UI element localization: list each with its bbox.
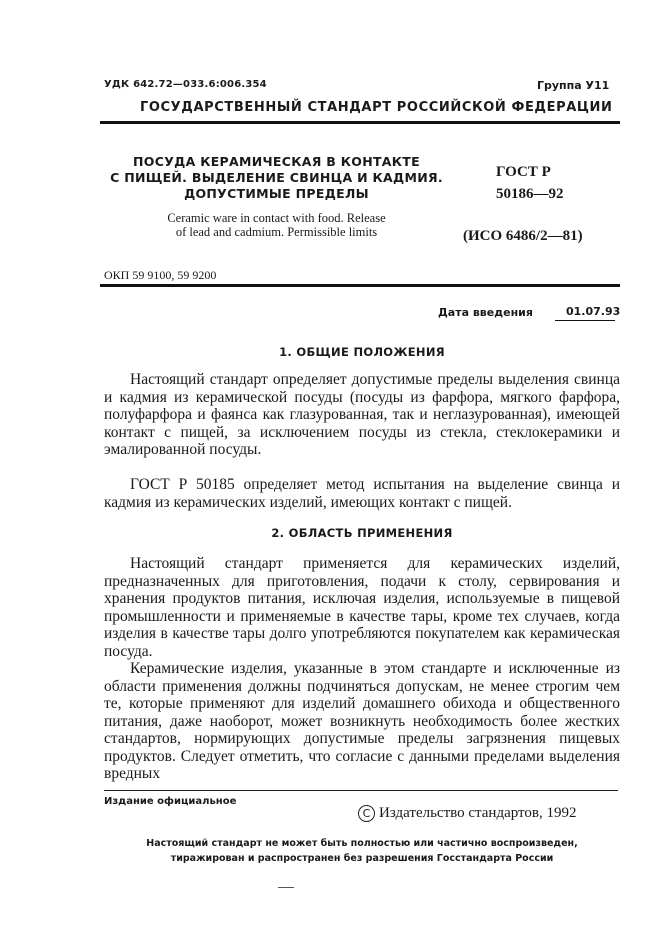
gost-designation xyxy=(496,161,564,205)
page-mark xyxy=(278,887,294,888)
standard-title-en xyxy=(104,211,449,239)
title-en-line-2: of lead and cadmium. Permissible limits xyxy=(175,225,378,239)
paragraph-text: Настоящий стандарт применяется для керамических изделий, предназначенных для приготовления, подачи к столу, сервирования и хранения продуктов питания, исключая изделия, используемые в пищевой промышленности и применяемые в качестве тары, кроме тех случаев, когда изделия в качестве тары долго употребляются покупателем как керамическая посуда. xyxy=(104,555,620,660)
okp-code: ОКП 59 9100, 59 9200 xyxy=(104,268,217,282)
paragraph-text: Настоящий стандарт определяет допустимые пределы выделения свинца и кадмия из керамической посуды (посуды из фарфора, мягкого фарфора, полуфарфора и фаянса как глазурованная, так и неглазурованная), имеющей контакт с пищей, за исключением посуды из стекла, стеклокерамики и эмалированной посуды. xyxy=(104,371,620,458)
footer-divider xyxy=(104,790,618,791)
title-line-2: С ПИЩЕЙ. ВЫДЕЛЕНИЕ СВИНЦА И КАДМИЯ. xyxy=(110,170,443,185)
paragraph xyxy=(104,371,620,459)
intro-date-label: Дата введения xyxy=(438,306,533,319)
standard-title-ru xyxy=(104,154,449,202)
copyright-icon: C xyxy=(358,805,375,822)
title-line-3: ДОПУСТИМЫЕ ПРЕДЕЛЫ xyxy=(184,186,369,201)
okp-divider xyxy=(100,284,620,287)
iso-reference: (ИСО 6486/2—81) xyxy=(463,228,583,244)
paragraph-text: Керамические изделия, указанные в этом стандарте и исключенные из области применения должны подчиняться допускам, не менее строгим чем те, которые применяют для изделий домашнего обихода и общественного питания, даже наоборот, может возникнуть необходимость более жестких стандартов, нормирующих допустимые пределы загрязнения пищевых продуктов. Следует отметить, что согласие с данными пределами выделения вредных xyxy=(104,660,620,782)
copyright-text: Издательство стандартов, 1992 xyxy=(379,805,577,821)
gost-label: ГОСТ Р xyxy=(496,164,551,180)
copyright xyxy=(358,805,576,822)
organization-title: ГОСУДАРСТВЕННЫЙ СТАНДАРТ РОССИЙСКОЙ ФЕДЕРАЦИИ xyxy=(140,100,613,115)
paragraph-text: ГОСТ Р 50185 определяет метод испытания на выделение свинца и кадмия из керамических изделий, имеющих контакт с пищей. xyxy=(104,476,620,511)
section-heading: 2. ОБЛАСТЬ ПРИМЕНЕНИЯ xyxy=(271,526,453,540)
intro-date-underline xyxy=(555,320,615,321)
title-line-1: ПОСУДА КЕРАМИЧЕСКАЯ В КОНТАКТЕ xyxy=(133,154,420,169)
reproduction-notice xyxy=(104,836,620,866)
group-code: Группа У11 xyxy=(537,79,610,92)
paragraph xyxy=(104,660,620,783)
paragraph xyxy=(104,555,620,660)
intro-date-value: 01.07.93 xyxy=(566,305,621,318)
title-en-line-1: Ceramic ware in contact with food. Release xyxy=(167,211,386,225)
section-heading: 1. ОБЩИЕ ПОЛОЖЕНИЯ xyxy=(279,345,445,359)
edition-label: Издание официальное xyxy=(104,796,237,807)
header-divider xyxy=(100,121,620,124)
notice-line-2: тиражирован и распространен без разрешения Госстандарта России xyxy=(170,853,554,864)
notice-line-1: Настоящий стандарт не может быть полностью или частично воспроизведен, xyxy=(146,838,578,849)
gost-number: 50186—92 xyxy=(496,186,564,202)
udk-code: УДК 642.72—033.6:006.354 xyxy=(104,79,267,90)
paragraph xyxy=(104,476,620,511)
